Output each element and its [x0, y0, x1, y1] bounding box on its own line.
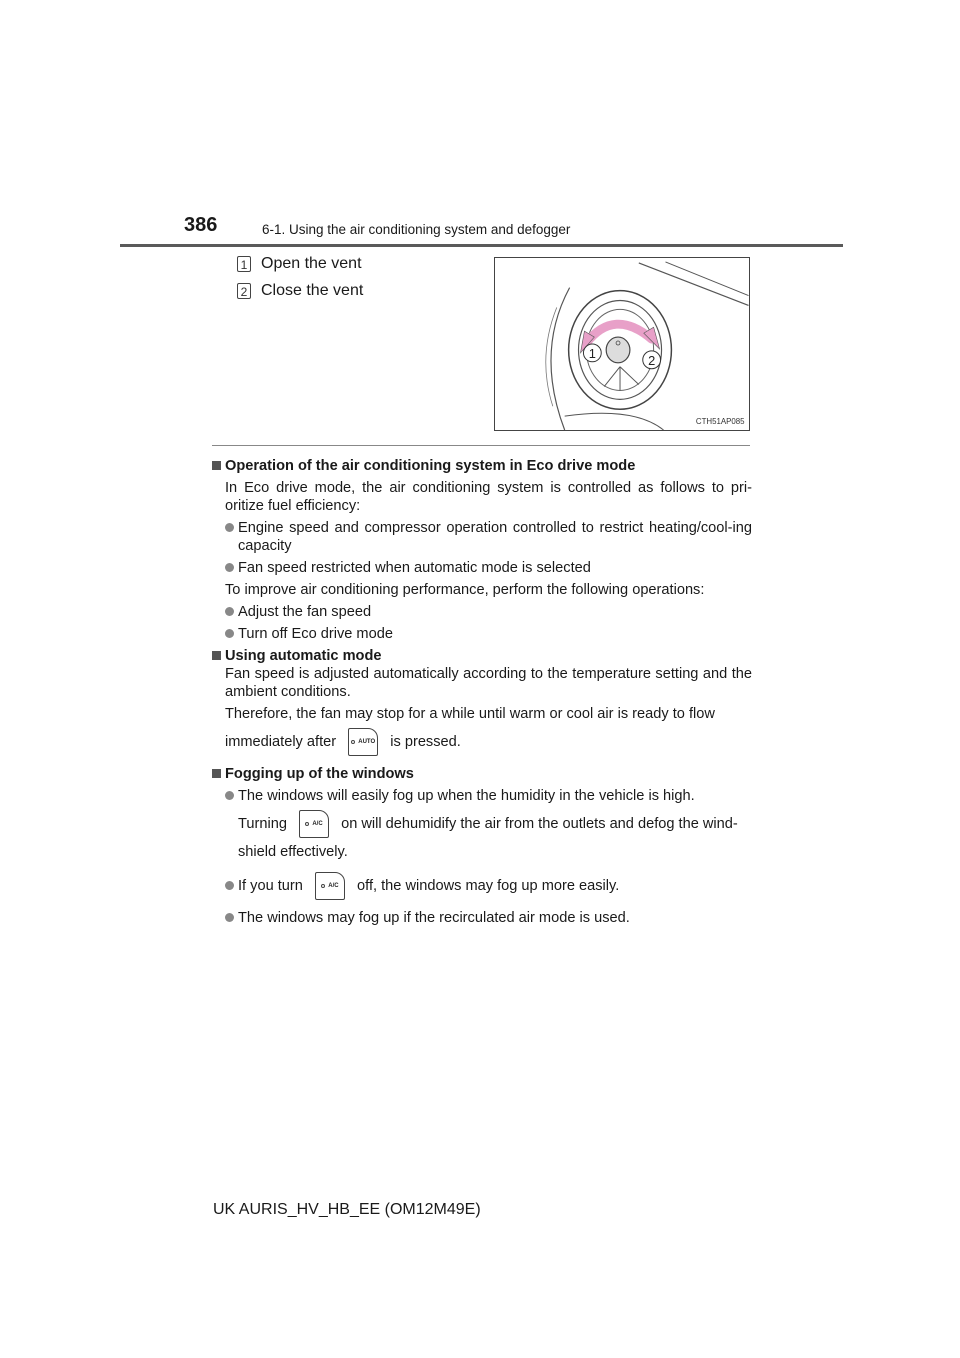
page-number: 386 — [184, 214, 218, 236]
eco-improve: To improve air conditioning performance, perform the following operations: — [225, 582, 705, 598]
section-divider — [212, 445, 750, 446]
step-open-vent — [237, 255, 362, 273]
bullet-icon — [225, 913, 234, 922]
auto-heading: Using automatic mode — [212, 647, 752, 665]
bullet-icon — [225, 791, 234, 800]
list-item — [212, 519, 752, 555]
list-item — [212, 867, 752, 905]
step-number-2: 2 — [237, 283, 251, 299]
ac-button-label: A/C — [328, 883, 339, 890]
auto-button-icon — [348, 728, 378, 756]
eco-heading: Operation of the air conditioning system in Eco drive mode — [212, 457, 752, 475]
fog-text-before: If you turn — [238, 878, 303, 894]
indicator-light-icon — [321, 884, 325, 888]
step-label: Open the vent — [261, 255, 362, 272]
step-label: Close the vent — [261, 282, 364, 299]
step-number-1: 1 — [237, 256, 251, 272]
auto-para1: Fan speed is adjusted automatically according to the temperature setting and the ambient conditions. — [225, 666, 752, 700]
callout-2: 2 — [648, 352, 656, 368]
ac-button-label: A/C — [312, 821, 323, 828]
bullet-icon — [225, 629, 234, 638]
dash-line — [665, 262, 748, 296]
fog-text-after: on will dehumidify the air from the outlets and defog the wind- — [341, 816, 738, 832]
bullet-icon — [225, 563, 234, 572]
list-item — [212, 787, 752, 861]
fog-ac-line — [238, 805, 752, 843]
header-divider — [120, 244, 843, 247]
fog-text-after: off, the windows may fog up more easily. — [357, 878, 620, 894]
section-title: 6-1. Using the air conditioning system and defogger — [262, 222, 571, 237]
fog-heading: Fogging up of the windows — [212, 765, 752, 783]
auto-para3 — [212, 723, 752, 761]
indicator-light-icon — [305, 822, 309, 826]
ac-button-icon — [315, 872, 345, 900]
bullet-text: Turn off Eco drive mode — [238, 626, 393, 642]
bullet-text: Engine speed and compressor operation controlled to restrict heating/cool-ing capacity — [238, 520, 752, 554]
bullet-icon — [225, 881, 234, 890]
bullet-icon — [225, 607, 234, 616]
ac-button-icon — [299, 810, 329, 838]
figure-code: CTH51AP085 — [695, 417, 745, 427]
bullet-icon — [225, 523, 234, 532]
eco-intro: In Eco drive mode, the air conditioning system is controlled as follows to pri-oritize fuel efficiency: — [225, 480, 752, 514]
callout-1: 1 — [588, 345, 596, 361]
fog-text-before: Turning — [238, 816, 287, 832]
vent-drawing — [495, 258, 749, 430]
bullet-text: The windows will easily fog up when the humidity in the vehicle is high. — [238, 788, 695, 804]
list-item — [212, 559, 752, 577]
panel-curve — [565, 413, 664, 430]
auto-text-before: immediately after — [225, 734, 337, 750]
vent-illustration — [494, 257, 750, 431]
auto-button-label: AUTO — [358, 739, 376, 746]
step-close-vent — [237, 282, 363, 300]
list-item — [212, 625, 752, 643]
dash-line — [639, 263, 749, 306]
bullet-text: Fan speed restricted when automatic mode is selected — [238, 560, 591, 576]
bullet-text: The windows may fog up if the recirculated air mode is used. — [238, 910, 630, 926]
bullet-text: shield effectively. — [238, 844, 348, 860]
indicator-light-icon — [351, 740, 355, 744]
notes-content — [212, 453, 752, 927]
footer-model: UK AURIS_HV_HB_EE (OM12M49E) — [213, 1201, 481, 1218]
list-item — [212, 603, 752, 621]
auto-para2: Therefore, the fan may stop for a while until warm or cool air is ready to flow — [225, 706, 715, 722]
list-item — [212, 909, 752, 927]
auto-text-after: is pressed. — [390, 734, 461, 750]
panel-curve — [551, 288, 570, 430]
bullet-text: Adjust the fan speed — [238, 604, 372, 620]
